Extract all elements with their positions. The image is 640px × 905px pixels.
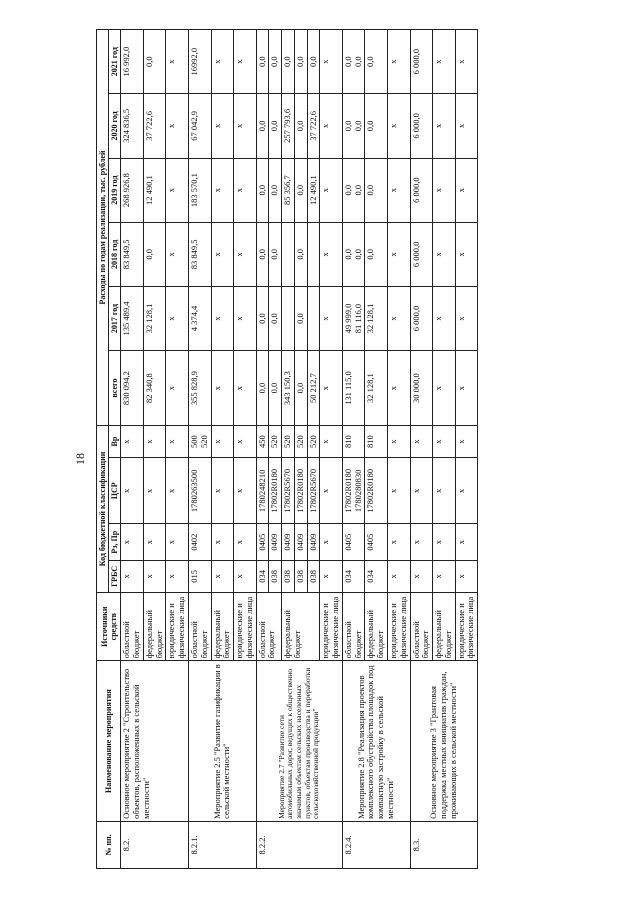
y2019-cell: 12 490,1 <box>143 158 166 222</box>
header-name: Наименование мероприятия <box>97 661 121 822</box>
y2017-value: 49 999,0 <box>342 303 353 334</box>
source-cell: областной бюджет <box>121 592 144 660</box>
y2020-cell: x <box>433 94 456 158</box>
header-2020: 2020 год <box>109 94 121 158</box>
y2018-cell: 0,0 <box>269 222 282 286</box>
rzpr-cell: 0409 <box>282 524 295 560</box>
y2019-cell: x <box>387 158 410 222</box>
y2019-cell: x <box>234 158 257 222</box>
y2020-value: 0,0 <box>352 120 363 132</box>
y2018-cell: 0,0 <box>143 222 166 286</box>
row-number: 8.2.1. <box>188 821 256 868</box>
vr-cell: 520 <box>294 426 307 458</box>
y2017-cell: x <box>166 286 189 350</box>
y2018-cell: 0,0 <box>256 222 269 286</box>
source-cell: федеральный бюджет <box>143 592 166 660</box>
budget-table <box>96 29 478 869</box>
rzpr-cell: x <box>211 524 234 560</box>
y2019-cell: x <box>320 158 343 222</box>
table-row <box>188 30 211 869</box>
total-cell: x <box>166 351 189 426</box>
vr-cell <box>188 426 211 458</box>
y2021-cell: 6 000,0 <box>410 30 433 94</box>
header-2021: 2021 год <box>109 30 121 94</box>
rzpr-cell: x <box>433 524 456 560</box>
vr-cell: x <box>433 426 456 458</box>
header-2019: 2019 год <box>109 158 121 222</box>
row-number: 8.2.2. <box>256 821 342 868</box>
y2020-cell: 0,0 <box>365 94 388 158</box>
y2017-cell: 32 128,1 <box>365 286 388 350</box>
activity-name: Основное мероприятие 2 "Строительство объектов, расположенных в сельской местности" <box>121 661 189 822</box>
csr-cell <box>342 458 365 524</box>
y2021-cell: x <box>234 30 257 94</box>
y2019-cell: x <box>211 158 234 222</box>
y2017-cell: x <box>387 286 410 350</box>
grbs-cell: x <box>211 560 234 592</box>
y2017-cell: 0,0 <box>256 286 269 350</box>
csr-cell: 17802R0180 <box>365 458 388 524</box>
vr-cell: x <box>121 426 144 458</box>
grbs-cell: 034 <box>256 560 269 592</box>
csr-cell: x <box>211 458 234 524</box>
y2020-cell: x <box>234 94 257 158</box>
total-cell: x <box>211 351 234 426</box>
y2018-cell: x <box>387 222 410 286</box>
activity-name: Мероприятие 2.8 "Реализация проектов комплексного обустройства площадок под компактную застройку в сельской местности" <box>342 661 410 822</box>
y2017-cell: x <box>455 286 478 350</box>
source-cell: федеральный бюджет <box>282 592 320 660</box>
y2018-cell: 0,0 <box>365 222 388 286</box>
total-cell: x <box>387 351 410 426</box>
csr-cell: 17802R5670 <box>307 458 320 524</box>
csr-cell: x <box>455 458 478 524</box>
y2019-cell: 85 356,7 <box>282 158 295 222</box>
csr-cell: x <box>166 458 189 524</box>
y2021-cell: x <box>166 30 189 94</box>
csr-cell: x <box>143 458 166 524</box>
y2019-cell: 268 926,8 <box>121 158 144 222</box>
vr-cell: x <box>211 426 234 458</box>
rzpr-cell: 0402 <box>188 524 211 560</box>
y2017-cell: x <box>234 286 257 350</box>
csr-value: 1780280830 <box>352 469 363 513</box>
y2021-cell: 16 992,0 <box>121 30 144 94</box>
y2020-cell: x <box>387 94 410 158</box>
vr-cell: x <box>143 426 166 458</box>
source-cell: федеральный бюджет <box>433 592 456 660</box>
y2018-cell: x <box>211 222 234 286</box>
y2018-cell: 83 849,5 <box>121 222 144 286</box>
csr-cell: x <box>320 458 343 524</box>
y2017-cell: 135 489,4 <box>121 286 144 350</box>
y2020-cell <box>342 94 365 158</box>
y2020-cell: 37 722,6 <box>307 94 320 158</box>
csr-cell: 1780263500 <box>188 458 211 524</box>
header-2018: 2018 год <box>109 222 121 286</box>
y2019-value: 0,0 <box>352 184 363 196</box>
total-cell: 82 340,8 <box>143 351 166 426</box>
y2018-cell: x <box>320 222 343 286</box>
y2017-cell: 0,0 <box>269 286 282 350</box>
grbs-cell: 038 <box>282 560 295 592</box>
source-cell: областной бюджет <box>188 592 211 660</box>
vr-cell: 520 <box>307 426 320 458</box>
vr-cell: x <box>166 426 189 458</box>
activity-name: Мероприятие 2.5 "Развитие газификации в сельской местности" <box>188 661 256 822</box>
source-cell: юридические и физические лица <box>455 592 478 660</box>
y2020-cell: x <box>211 94 234 158</box>
y2021-cell: x <box>387 30 410 94</box>
y2018-cell: x <box>166 222 189 286</box>
grbs-cell: x <box>387 560 410 592</box>
y2020-cell: 257 793,6 <box>282 94 295 158</box>
grbs-cell: 015 <box>188 560 211 592</box>
source-cell: областной бюджет <box>342 592 365 660</box>
vr-cell: 450 <box>256 426 269 458</box>
total-cell: x <box>320 351 343 426</box>
y2017-cell: 0,0 <box>294 286 307 350</box>
total-cell: x <box>455 351 478 426</box>
y2019-cell: 0,0 <box>365 158 388 222</box>
header-2017: 2017 год <box>109 286 121 350</box>
y2018-cell: 6 000,0 <box>410 222 433 286</box>
csr-cell: x <box>410 458 433 524</box>
y2018-cell <box>307 222 320 286</box>
y2021-cell: 0,0 <box>143 30 166 94</box>
y2019-cell: 12 490,1 <box>307 158 320 222</box>
y2019-cell: x <box>433 158 456 222</box>
y2021-cell: 0,0 <box>256 30 269 94</box>
y2019-cell <box>342 158 365 222</box>
vr-value: 520 <box>198 435 209 448</box>
rzpr-cell: 0409 <box>269 524 282 560</box>
y2018-cell: x <box>455 222 478 286</box>
y2017-value: 81 116,0 <box>352 303 363 334</box>
total-cell: x <box>234 351 257 426</box>
csr-cell: x <box>387 458 410 524</box>
rzpr-cell: x <box>121 524 144 560</box>
grbs-cell: 038 <box>269 560 282 592</box>
csr-cell: x <box>234 458 257 524</box>
activity-name: Мероприятие 2.7 "Развитие сети автомобильных дорог, ведущих к общественно значимым объектам сельских населенных пунктов, объектам производства и переработки сельскохозяйственной продукции" <box>256 661 342 822</box>
grbs-cell: x <box>410 560 433 592</box>
grbs-cell: x <box>320 560 343 592</box>
rzpr-cell: x <box>234 524 257 560</box>
vr-cell: x <box>234 426 257 458</box>
y2019-cell: 0,0 <box>269 158 282 222</box>
y2017-cell <box>307 286 320 350</box>
y2019-cell: x <box>166 158 189 222</box>
total-cell: 355 828,9 <box>188 351 211 426</box>
grbs-cell: 038 <box>307 560 320 592</box>
y2020-cell: 324 836,5 <box>121 94 144 158</box>
rzpr-cell: x <box>143 524 166 560</box>
grbs-cell: x <box>455 560 478 592</box>
y2017-cell: 6 000,0 <box>410 286 433 350</box>
y2020-cell: 6 000,0 <box>410 94 433 158</box>
rzpr-cell: 0405 <box>342 524 365 560</box>
y2021-cell: 0,0 <box>282 30 295 94</box>
source-cell: юридические и физические лица <box>320 592 343 660</box>
y2021-value: 0,0 <box>352 56 363 67</box>
y2017-cell: x <box>320 286 343 350</box>
vr-cell: 810 <box>342 426 365 458</box>
header-exp-group: Расходы по годам реализации, тыс. рублей <box>97 30 109 426</box>
y2020-cell: x <box>320 94 343 158</box>
vr-cell: 520 <box>269 426 282 458</box>
rzpr-cell: 0409 <box>294 524 307 560</box>
y2019-value: 0,0 <box>342 184 353 196</box>
source-cell: юридические и физические лица <box>166 592 189 660</box>
y2019-cell: 183 570,1 <box>188 158 211 222</box>
total-cell: 50 212,7 <box>307 351 320 426</box>
header-no: № пп. <box>97 821 121 868</box>
y2017-cell: x <box>211 286 234 350</box>
grbs-cell: x <box>234 560 257 592</box>
y2021-cell: x <box>211 30 234 94</box>
y2017-cell <box>282 286 295 350</box>
y2018-cell <box>342 222 365 286</box>
y2021-cell: 0,0 <box>365 30 388 94</box>
total-cell: 0,0 <box>294 351 307 426</box>
total-cell: x <box>433 351 456 426</box>
y2021-cell: x <box>433 30 456 94</box>
rzpr-cell: x <box>387 524 410 560</box>
y2019-cell: x <box>455 158 478 222</box>
y2018-cell <box>282 222 295 286</box>
row-number: 8.2. <box>121 821 189 868</box>
y2019-cell: 0,0 <box>294 158 307 222</box>
csr-cell: x <box>433 458 456 524</box>
rzpr-cell: x <box>166 524 189 560</box>
header-rzpr: Рз, Пр <box>109 524 121 560</box>
source-cell: федеральный бюджет <box>211 592 234 660</box>
header-total: всего <box>109 351 121 426</box>
page-number: 18 <box>73 453 87 465</box>
rzpr-cell: 0409 <box>307 524 320 560</box>
csr-cell: x <box>121 458 144 524</box>
grbs-cell: x <box>143 560 166 592</box>
grbs-cell: 034 <box>365 560 388 592</box>
total-cell: 32 128,1 <box>365 351 388 426</box>
header-vr: Вр <box>109 426 121 458</box>
y2020-cell: 0,0 <box>269 94 282 158</box>
source-cell: областной бюджет <box>256 592 282 660</box>
rzpr-cell: 0405 <box>256 524 269 560</box>
total-cell: 30 000,0 <box>410 351 433 426</box>
total-cell: 0,0 <box>256 351 269 426</box>
y2021-cell: 0,0 <box>307 30 320 94</box>
y2018-value: 0,0 <box>342 249 353 260</box>
total-cell: 0,0 <box>269 351 282 426</box>
total-cell: 830 094,2 <box>121 351 144 426</box>
y2021-cell: 0,0 <box>294 30 307 94</box>
y2021-value: 0,0 <box>342 56 353 67</box>
csr-cell: 17802R0180 <box>294 458 307 524</box>
y2018-value: 0,0 <box>352 249 363 260</box>
rzpr-cell: x <box>410 524 433 560</box>
rzpr-cell: x <box>455 524 478 560</box>
vr-cell: x <box>387 426 410 458</box>
grbs-cell: x <box>166 560 189 592</box>
header-grbs: ГРБС <box>109 560 121 592</box>
activity-name: Основное мероприятие 3 "Грантовая поддержка местных инициатив граждан, проживающих в сельской местности" <box>410 661 478 822</box>
source-cell: федеральный бюджет <box>365 592 388 660</box>
csr-cell: 17802R0180 <box>269 458 282 524</box>
y2018-cell: x <box>234 222 257 286</box>
total-cell: 131 115,0 <box>342 351 365 426</box>
row-number: 8.3. <box>410 821 478 868</box>
y2017-cell <box>342 286 365 350</box>
y2019-cell: 6 000,0 <box>410 158 433 222</box>
vr-cell: 810 <box>365 426 388 458</box>
vr-cell: x <box>410 426 433 458</box>
grbs-cell: x <box>433 560 456 592</box>
y2017-cell: 32 128,1 <box>143 286 166 350</box>
csr-value: 17802R0180 <box>342 468 353 513</box>
y2021-cell: 16992,0 <box>188 30 211 94</box>
y2017-cell: x <box>433 286 456 350</box>
rzpr-cell: x <box>320 524 343 560</box>
rzpr-cell: 0405 <box>365 524 388 560</box>
grbs-cell: 034 <box>342 560 365 592</box>
y2018-cell: 83 849,5 <box>188 222 211 286</box>
y2020-cell: x <box>166 94 189 158</box>
y2021-cell: x <box>320 30 343 94</box>
y2021-cell: 0,0 <box>269 30 282 94</box>
row-number: 8.2.4. <box>342 821 410 868</box>
vr-cell: 520 <box>282 426 295 458</box>
total-cell: 343 150,3 <box>282 351 295 426</box>
vr-cell: x <box>320 426 343 458</box>
y2018-cell: x <box>433 222 456 286</box>
table-row <box>410 30 433 869</box>
header-row-1 <box>97 30 109 869</box>
y2020-cell: x <box>455 94 478 158</box>
y2021-cell <box>342 30 365 94</box>
y2020-value: 0,0 <box>342 120 353 132</box>
y2020-cell: 37 722,6 <box>143 94 166 158</box>
table-row <box>256 30 269 869</box>
y2020-cell: 0,0 <box>294 94 307 158</box>
table-row <box>121 30 144 869</box>
y2020-cell: 67 042,9 <box>188 94 211 158</box>
header-code-group: Код бюджетной классификации <box>97 426 109 593</box>
header-csr: ЦСР <box>109 458 121 524</box>
table-row <box>342 30 365 869</box>
vr-cell: x <box>455 426 478 458</box>
source-cell: юридические и физические лица <box>387 592 410 660</box>
source-cell: областной бюджет <box>410 592 433 660</box>
y2020-cell: 0,0 <box>256 94 269 158</box>
vr-value: 500 <box>188 435 199 448</box>
source-cell: юридические и физические лица <box>234 592 257 660</box>
grbs-cell: x <box>121 560 144 592</box>
y2018-cell: 0,0 <box>294 222 307 286</box>
csr-cell: 1780248210 <box>256 458 269 524</box>
y2019-cell: 0,0 <box>256 158 269 222</box>
grbs-cell: 038 <box>294 560 307 592</box>
y2021-cell: x <box>455 30 478 94</box>
header-source: Источники средств <box>97 592 121 660</box>
csr-cell: 17802R5670 <box>282 458 295 524</box>
y2017-cell: 4 374,4 <box>188 286 211 350</box>
